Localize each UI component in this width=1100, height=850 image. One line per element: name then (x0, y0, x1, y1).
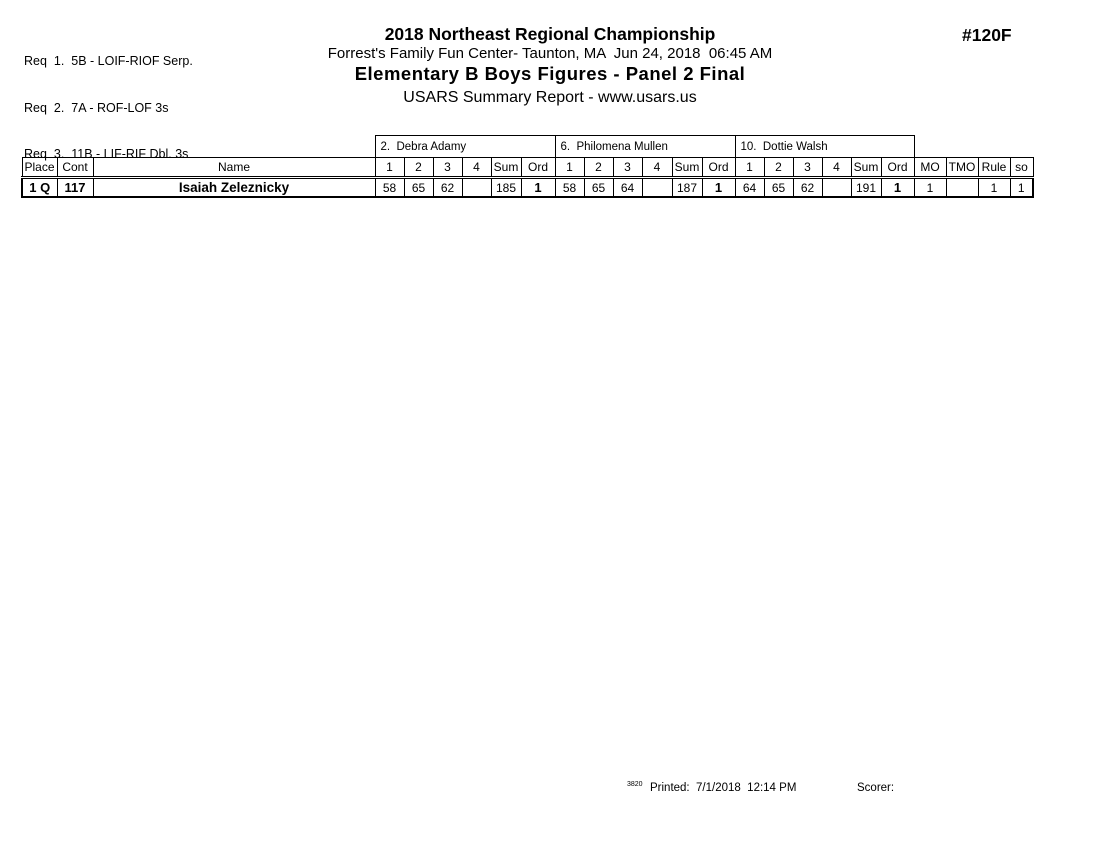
requirement-line: Req 1. 5B - LOIF-RIOF Serp. (24, 54, 193, 68)
header-cell-j2-1: 1 (555, 158, 584, 178)
header-cell-j3-4: 4 (822, 158, 851, 178)
j3-sum-cell: 191 (851, 178, 881, 198)
j2-sum-cell: 187 (672, 178, 702, 198)
j1-score3-cell: 62 (433, 178, 462, 198)
j3-score4-cell (822, 178, 851, 198)
report-type-line: USARS Summary Report - www.usars.us (403, 89, 697, 106)
report-header (0, 24, 1100, 107)
place-cell: 1 Q (22, 178, 57, 198)
results-table (21, 135, 1034, 198)
j1-score4-cell (462, 178, 491, 198)
judge-3-name: 10. Dottie Walsh (735, 136, 914, 158)
j1-score1-cell: 58 (375, 178, 404, 198)
j2-score4-cell (642, 178, 672, 198)
championship-title: 2018 Northeast Regional Championship (384, 24, 716, 44)
header-cell-mo: MO (914, 158, 946, 178)
header-cell-j1-1: 1 (375, 158, 404, 178)
j3-ord-cell: 1 (881, 178, 914, 198)
judge-2-name: 6. Philomena Mullen (555, 136, 735, 158)
header-cell-j2-ord: Ord (702, 158, 735, 178)
header-cell-rule: Rule (978, 158, 1010, 178)
header-cell-j3-ord: Ord (881, 158, 914, 178)
header-cell-j3-sum: Sum (851, 158, 881, 178)
header-cell-j1-3: 3 (433, 158, 462, 178)
mo-cell: 1 (914, 178, 946, 198)
printed-timestamp: Printed: 7/1/2018 12:14 PM (650, 782, 797, 794)
header-cell-j2-3: 3 (613, 158, 642, 178)
judge-row-spacer (914, 136, 1033, 158)
header-cell-j3-2: 2 (764, 158, 793, 178)
tmo-cell (946, 178, 978, 198)
header-cell-place: Place (22, 158, 57, 178)
requirement-line: Req 3. 11B - LIF-RIF Dbl. 3s (24, 147, 189, 161)
header-cell-j2-2: 2 (584, 158, 613, 178)
contestant-name-cell: Isaiah Zeleznicky (93, 178, 375, 198)
judge-1-name: 2. Debra Adamy (375, 136, 555, 158)
header-cell-j1-2: 2 (404, 158, 433, 178)
j2-score1-cell: 58 (555, 178, 584, 198)
requirement-line: Req 2. 7A - ROF-LOF 3s (24, 100, 169, 115)
header-cell-j3-3: 3 (793, 158, 822, 178)
contestant-row (22, 178, 1033, 198)
header-cell-j3-1: 1 (735, 158, 764, 178)
j2-ord-cell: 1 (702, 178, 735, 198)
header-cell-j2-sum: Sum (672, 158, 702, 178)
j1-sum-cell: 185 (491, 178, 521, 198)
rule-cell: 1 (978, 178, 1010, 198)
header-cell-name: Name (93, 158, 375, 178)
report-code: 3820 (627, 781, 643, 788)
judge-row-spacer (22, 136, 375, 158)
j1-ord-cell: 1 (521, 178, 555, 198)
event-number: #120F (962, 25, 1012, 45)
venue-date-line: Forrest's Family Fun Center- Taunton, MA Jun 24, 2018 06:45 AM (327, 45, 773, 62)
j3-score3-cell: 62 (793, 178, 822, 198)
j1-score2-cell: 65 (404, 178, 433, 198)
header-cell-j1-ord: Ord (521, 158, 555, 178)
header-cell-j1-sum: Sum (491, 158, 521, 178)
event-title: Elementary B Boys Figures - Panel 2 Final (354, 63, 746, 84)
header-cell-j2-4: 4 (642, 158, 672, 178)
j3-score1-cell: 64 (735, 178, 764, 198)
judge-header-row (22, 136, 1033, 158)
scorer-label: Scorer: (857, 782, 895, 794)
so-cell: 1 (1010, 178, 1033, 198)
j2-score3-cell: 64 (613, 178, 642, 198)
header-cell-tmo: TMO (946, 158, 978, 178)
header-cell-j1-4: 4 (462, 158, 491, 178)
j3-score2-cell: 65 (764, 178, 793, 198)
header-cell-so: so (1010, 158, 1033, 178)
j2-score2-cell: 65 (584, 178, 613, 198)
header-cell-cont: Cont (57, 158, 93, 178)
cont-number-cell: 117 (57, 178, 93, 198)
column-header-row (22, 158, 1033, 178)
